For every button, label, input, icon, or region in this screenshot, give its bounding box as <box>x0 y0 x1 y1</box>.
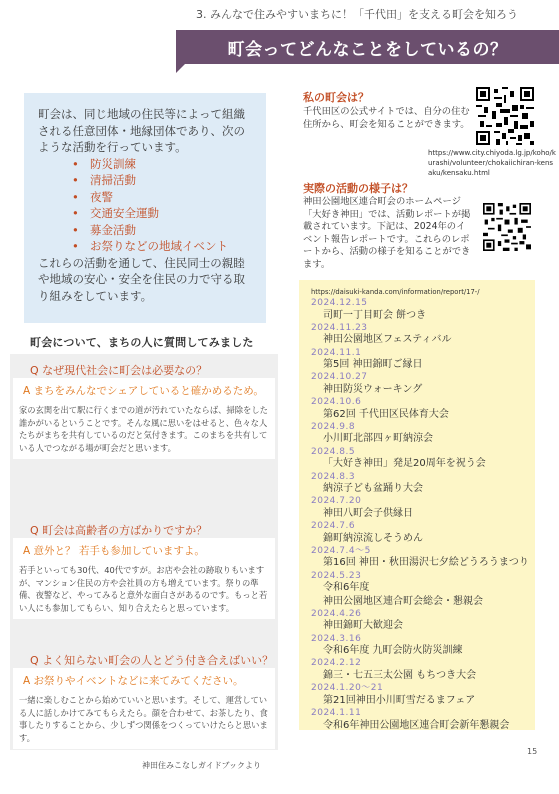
intro-box <box>24 93 266 323</box>
qr-code-daisuki-kanda[interactable] <box>483 203 531 251</box>
event-name: 納涼子ども盆踊り大会 <box>323 483 423 495</box>
answer-2-body: 若手といっても30代、40代ですが。お店や会社の跡取りもいますが、マンション住民の方や会社員の方も増えています。祭りの準備、夜警など、やってみると意外な面白さがあるのです。もっと若い人にも参加してもらい、知り合えたらと思っています。 <box>19 565 268 613</box>
event-date: 2024.4.26 <box>311 608 362 619</box>
event-date: 2024.2.12 <box>311 658 362 669</box>
event-date: 2024.10.6 <box>311 397 362 408</box>
question-2: Q 町会は高齢者の方ばかりですか？ <box>30 524 208 537</box>
event-date: 2024.5.23 <box>311 570 362 581</box>
page-title <box>176 30 559 64</box>
event-item <box>311 472 523 496</box>
event-date: 2024.9.8 <box>311 421 356 432</box>
activities-text: 神田公園地区連合町会のホームページ「大好き神田」では、活動レポートが掲載されています。下記は、2024年のイベント報告レポートです。これらのレポートから、活動の様子を知ることができます。 <box>303 196 471 270</box>
my-town-text: 千代田区の公式サイトでは、自分の住む住所から、町会を知ることができます。 <box>303 106 470 130</box>
qr-code-icon <box>483 203 531 251</box>
answer-1-body: 家の玄関を出て駅に行くまでの道が汚れていたならば、掃除をした誰かがいるということです。そんな風に思いをはせると、色々な人たちがまちを共有しているのだと気付きます。このまちを共有している人でつながる場が町会だと思います。 <box>19 405 268 453</box>
page-title-text: 町会ってどんなことをしているの？ <box>227 39 508 60</box>
event-item <box>311 323 523 347</box>
event-name: 錦三・七五三太公園 もちつき大会 <box>323 669 477 681</box>
event-name: 「大好き神田」発足20周年を祝う会 <box>323 458 486 470</box>
event-date: 2024.10.27 <box>311 372 368 383</box>
event-item <box>311 298 523 322</box>
answer-3-body: 一緒に楽しむことから始めていいと思います。そして、運営している人に話しかけてみてもらえたら。顔を合わせて、お茶したり、食事したりすることから、少しずつ関係をつくっていけたらと思います。 <box>19 695 268 743</box>
answer-1-title: A まちをみんなでシェアしていると確かめるため。 <box>23 385 264 397</box>
event-item <box>311 372 523 396</box>
event-name: 令和6年度 九町会防火防災訓練 <box>323 645 463 657</box>
answer-3-title: A お祭りやイベントなどに来てみてください。 <box>23 675 244 687</box>
section-subtitle: 3. みんなで住みやすいまちに！「千代田」を支える町会を知ろう <box>196 8 518 21</box>
activity-list <box>72 156 254 255</box>
event-item <box>311 658 523 682</box>
activity-item: • 防災訓練 <box>72 156 254 173</box>
event-date: 2024.7.6 <box>311 521 356 532</box>
question-1: Q なぜ現代社会に町会は必要なの？ <box>30 364 208 377</box>
question-3: Q よく知らない町会の人とどう付き合えばいい？ <box>30 654 274 667</box>
event-item <box>311 447 523 471</box>
event-date: 2024.8.3 <box>311 471 356 482</box>
event-name: 令和6年度 <box>323 582 370 594</box>
qa-panel <box>10 354 278 750</box>
event-name: 第21回神田小川町雪だるまフェア <box>323 694 476 706</box>
source-credit: 神田住みこなしガイドブックより <box>142 761 261 770</box>
event-name: 第5回 神田錦町ご縁日 <box>323 359 423 371</box>
event-name: 司町一丁目町会 餅つき <box>323 309 427 321</box>
activity-item: • 交通安全運動 <box>72 205 254 222</box>
activity-item: • 夜警 <box>72 189 254 206</box>
event-item <box>311 634 523 658</box>
answer-2 <box>13 538 275 619</box>
event-name: 神田公園地区フェスティバル <box>323 334 452 346</box>
event-name: 神田錦町大歓迎会 <box>323 620 403 632</box>
report-url[interactable]: https://daisuki-kanda.com/information/report/17-/ <box>311 288 480 296</box>
intro-lead: 町会は、同じ地域の住民等によって組織される任意団体・地縁団体であり、次のような活動を行っています。 <box>38 107 245 154</box>
event-name: 錦町納涼流しそうめん <box>323 532 423 544</box>
event-date: 2024.1.11 <box>311 708 362 719</box>
event-date: 2024.1.20～21 <box>311 683 384 694</box>
event-name: 第62回 千代田区民体育大会 <box>323 408 449 420</box>
event-date: 2024.7.20 <box>311 496 362 507</box>
event-date: 2024.11.1 <box>311 347 362 358</box>
qa-heading: 町会について、まちの人に質問してみました <box>30 336 254 349</box>
event-name: 神田八町会子供縁日 <box>323 507 413 519</box>
answer-3 <box>13 668 275 749</box>
event-date: 2024.11.23 <box>311 322 368 333</box>
event-item <box>311 596 523 608</box>
event-list <box>311 298 529 732</box>
event-item <box>311 571 523 595</box>
event-item <box>311 521 523 545</box>
event-name: 小川町北部四ヶ町納涼会 <box>323 433 433 445</box>
event-item <box>311 348 523 372</box>
city-site-url[interactable]: https://www.city.chiyoda.lg.jp/koho/kurashi/volunteer/chokaiichiran-kensaku/kensaku.html <box>428 149 556 177</box>
qr-code-city-site[interactable] <box>476 87 534 145</box>
event-date: 2024.7.4～5 <box>311 545 371 556</box>
event-item <box>311 422 523 446</box>
qr-code-icon <box>476 87 534 145</box>
page-number: 15 <box>527 747 538 756</box>
answer-2-title: A 意外と？ 若手も参加していますよ。 <box>23 545 205 557</box>
answer-1 <box>13 378 275 459</box>
event-name: 令和6年神田公園地区連合町会新年懇親会 <box>323 719 510 731</box>
event-date: 2024.12.15 <box>311 298 368 308</box>
event-name: 神田公園地区連合町会総会・懇親会 <box>323 595 483 607</box>
activity-item: • お祭りなどの地域イベント <box>72 238 254 255</box>
event-item <box>311 545 529 570</box>
event-item <box>311 397 523 421</box>
intro-closing: これらの活動を通して、住民同士の親睦や地域の安心・安全を住民の力で守る取り組みをしています。 <box>38 255 245 303</box>
event-item <box>311 496 523 520</box>
event-name: 第16回 神田・秋田湯沢七夕絵どうろうまつり <box>323 557 529 569</box>
my-town-title: 私の町会は？ <box>303 91 369 104</box>
activity-item: • 募金活動 <box>72 222 254 239</box>
title-bar-notch <box>176 64 185 73</box>
activity-report-box <box>299 280 535 730</box>
event-item <box>311 609 523 633</box>
event-item <box>311 708 523 732</box>
event-item <box>311 683 523 707</box>
activities-title: 実際の活動の様子は？ <box>303 182 413 195</box>
activity-item: • 清掃活動 <box>72 172 254 189</box>
event-date: 2024.3.16 <box>311 633 362 644</box>
event-name: 神田防災ウォーキング <box>323 383 423 395</box>
event-date: 2024.8.5 <box>311 446 356 457</box>
